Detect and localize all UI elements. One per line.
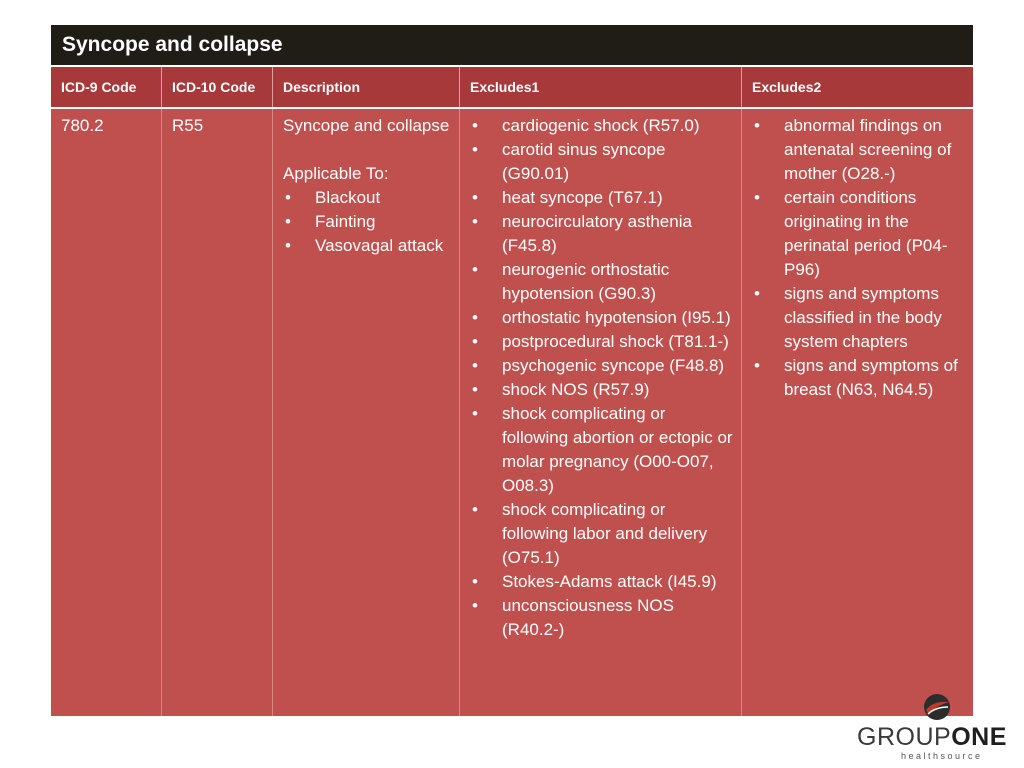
list-item: • Stokes-Adams attack (I45.9): [470, 570, 733, 594]
list-item: • abnormal findings on antenatal screening of mother (O28.-): [752, 114, 965, 186]
description-text: Syncope and collapse: [283, 116, 450, 135]
cell-excludes1: [460, 109, 742, 716]
list-item: • shock NOS (R57.9): [470, 378, 733, 402]
applicable-list: [283, 186, 451, 258]
header-excludes2: Excludes2: [752, 79, 822, 95]
list-item: • signs and symptoms of breast (N63, N64.5): [752, 354, 965, 402]
cell-description: [273, 109, 460, 716]
logo-word-light: GROUP: [857, 723, 952, 751]
slide-title-text: Syncope and collapse: [62, 33, 283, 56]
icd9-code: 780.2: [61, 116, 104, 135]
excludes1-list: [470, 114, 733, 642]
list-item: • carotid sinus syncope (G90.01): [470, 138, 733, 186]
cell-icd9: [51, 109, 162, 716]
applicable-heading: Applicable To:: [283, 164, 389, 183]
list-item: • shock complicating or following abortion or ectopic or molar pregnancy (O00-O07, O08.3): [470, 402, 733, 498]
logo-word-bold: ONE: [951, 723, 1007, 751]
list-item: • Fainting: [283, 210, 451, 234]
company-logo: [857, 693, 1017, 763]
slide-title: [51, 25, 973, 65]
list-item: • shock complicating or following labor and delivery (O75.1): [470, 498, 733, 570]
list-item: • orthostatic hypotension (I95.1): [470, 306, 733, 330]
list-item: • unconsciousness NOS (R40.2-): [470, 594, 733, 642]
excludes2-list: [752, 114, 965, 402]
cell-excludes2: [742, 109, 973, 716]
list-item: • neurogenic orthostatic hypotension (G90.3): [470, 258, 733, 306]
list-item: • certain conditions originating in the perinatal period (P04-P96): [752, 186, 965, 282]
logo-tagline: healthsource: [901, 751, 983, 761]
list-item: • heat syncope (T67.1): [470, 186, 733, 210]
cell-icd10: [162, 109, 273, 716]
list-item: • Vasovagal attack: [283, 234, 451, 258]
list-item: • cardiogenic shock (R57.0): [470, 114, 733, 138]
logo-mark-icon: [923, 693, 951, 721]
list-item: • Blackout: [283, 186, 451, 210]
header-excludes1: Excludes1: [460, 67, 742, 107]
list-item: • postprocedural shock (T81.1-): [470, 330, 733, 354]
header-icd10: ICD-10 Code: [162, 67, 273, 107]
table-row: [51, 109, 973, 716]
table-header-row: [51, 67, 973, 107]
header-icd9: ICD-9 Code: [51, 67, 162, 107]
logo-wordmark: [857, 723, 1017, 752]
header-description: Description: [273, 67, 460, 107]
list-item: • psychogenic syncope (F48.8): [470, 354, 733, 378]
list-item: • signs and symptoms classified in the body system chapters: [752, 282, 965, 354]
icd10-code: R55: [172, 116, 204, 135]
list-item: • neurocirculatory asthenia (F45.8): [470, 210, 733, 258]
